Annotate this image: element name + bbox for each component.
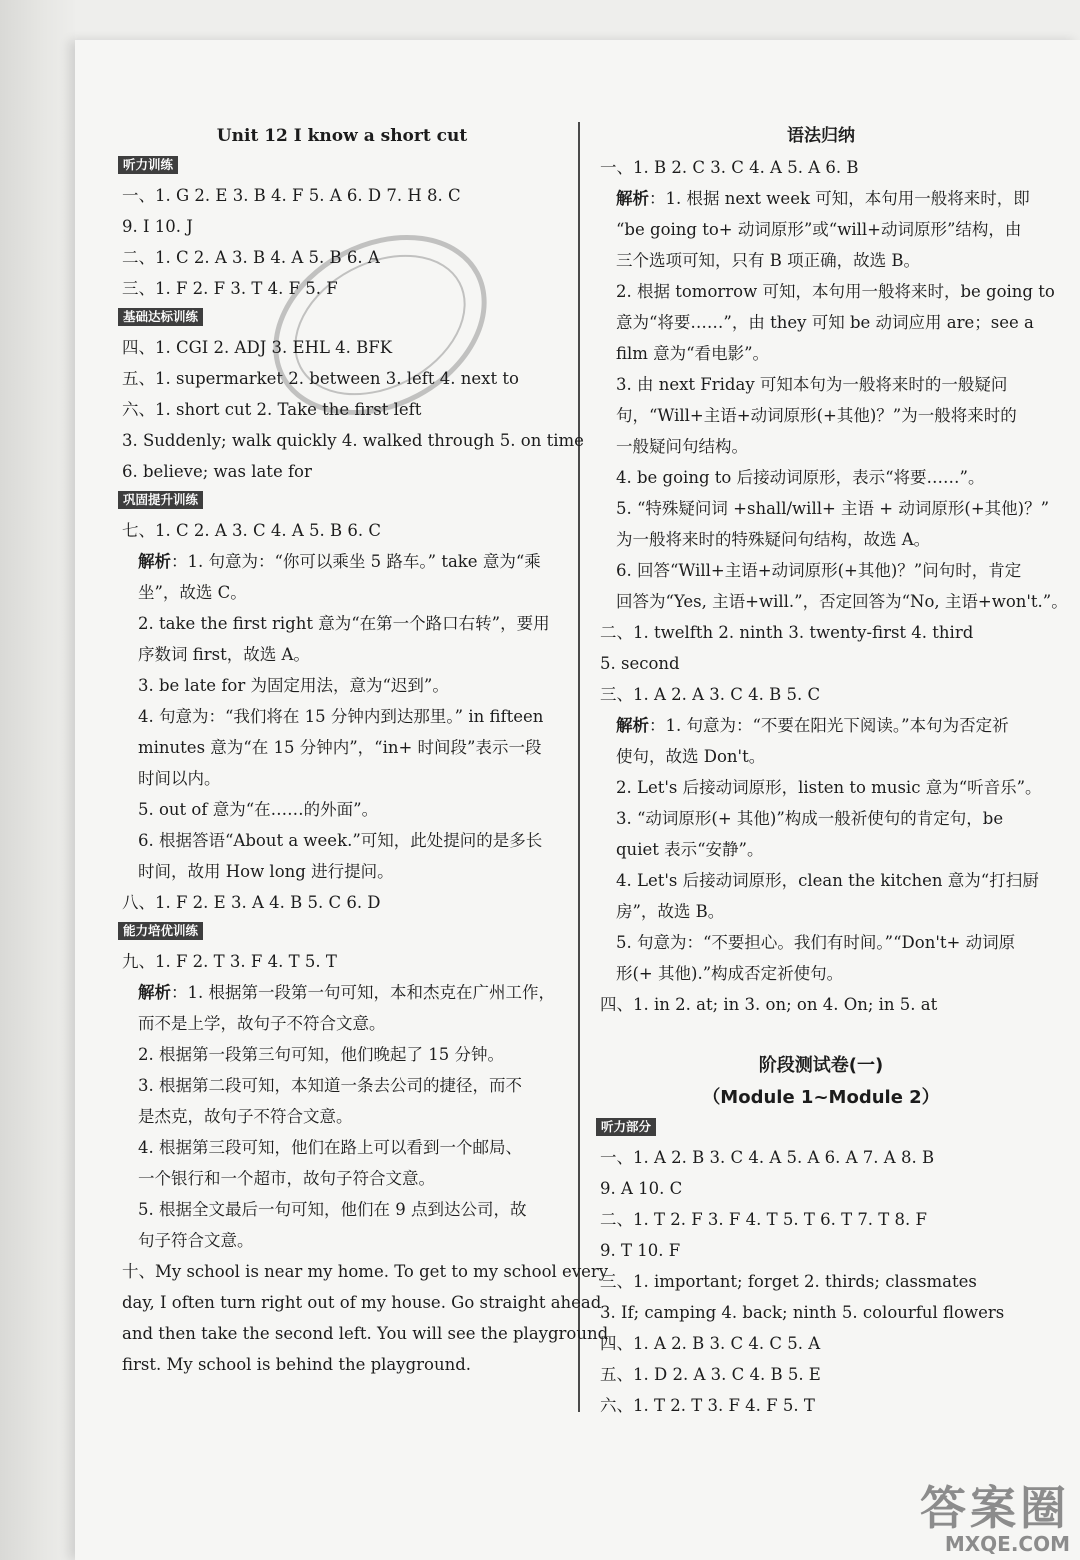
watermark-logo: [920, 1472, 1070, 1556]
answer-line: 六、1. short cut 2. Take the first left: [122, 400, 422, 419]
answer-line: 使句，故选 Don't。: [616, 747, 766, 766]
answer-line: 9. I 10. J: [122, 217, 193, 236]
answer-line: 2. Let's 后接动词原形，listen to music 意为“听音乐”。: [616, 778, 1042, 797]
answer-line: 四、1. in 2. at; in 3. on; on 4. On; in 5. at: [600, 995, 938, 1014]
grammar-title: 语法归纳: [787, 126, 855, 146]
answer-line: 3. 由 next Friday 可知本句为一般将来时的一般疑问: [616, 375, 1008, 394]
answer-line: 一、1. A 2. B 3. C 4. A 5. A 6. A 7. A 8. B: [600, 1148, 935, 1167]
answer-line: 2. 根据第一段第三句可知，他们晚起了 15 分钟。: [138, 1045, 504, 1064]
answer-line: 解析：1. 句意为：“不要在阳光下阅读。”本句为否定祈: [616, 716, 1009, 735]
answer-line: 9. T 10. F: [600, 1241, 681, 1260]
answer-line: 是杰克，故句子不符合文意。: [138, 1107, 353, 1126]
answer-line: first. My school is behind the playground.: [122, 1355, 472, 1374]
answer-line: 4. be going to 后接动词原形，表示“将要……”。: [616, 468, 985, 487]
answer-line: 句子符合文意。: [138, 1231, 254, 1250]
answer-line: 3. be late for 为固定用法，意为“迟到”。: [138, 676, 449, 695]
answer-line: 一个银行和一个超市，故句子符合文意。: [138, 1169, 435, 1188]
answer-line: 3. Suddenly; walk quickly 4. walked through 5. on time: [122, 431, 584, 450]
answer-line: 2. 根据 tomorrow 可知，本句用一般将来时，be going to: [616, 282, 1055, 301]
answer-line: 六、1. T 2. T 3. F 4. F 5. T: [600, 1396, 815, 1415]
column-divider: [578, 122, 580, 1412]
answer-line: 解析：1. 根据第一段第一句可知，本和杰克在广州工作，: [138, 983, 555, 1002]
answer-line: 意为“将要……”，由 they 可知 be 动词应用 are；see a: [616, 313, 1034, 332]
answer-line: 形(+ 其他).”构成否定祈使句。: [616, 964, 844, 983]
left-column: [118, 120, 609, 1380]
answer-line: 四、1. A 2. B 3. C 4. C 5. A: [600, 1334, 821, 1353]
answer-line: minutes 意为“在 15 分钟内”，“in+ 时间段”表示一段: [138, 738, 542, 757]
test-title: 阶段测试卷(一): [758, 1055, 884, 1076]
answer-line: 九、1. F 2. T 3. F 4. T 5. T: [122, 952, 337, 971]
answer-line: 一、1. G 2. E 3. B 4. F 5. A 6. D 7. H 8. C: [122, 186, 461, 205]
answer-line: 时间，故用 How long 进行提问。: [138, 862, 394, 881]
answer-line: 一般疑问句结构。: [616, 437, 748, 456]
answer-line: 9. A 10. C: [600, 1179, 683, 1198]
answer-line: 3. “动词原形(+ 其他)”构成一般祈使句的肯定句，be: [616, 809, 1004, 828]
answer-line: and then take the second left. You will see the playground: [122, 1324, 609, 1343]
section-tag-listening: 听力训练: [118, 156, 178, 174]
answer-line: 解析：1. 根据 next week 可知，本句用一般将来时，即: [616, 189, 1030, 208]
test-subtitle: （Module 1~Module 2）: [702, 1087, 940, 1108]
answer-line: day, I often turn right out of my house. Go straight ahead: [122, 1293, 602, 1312]
page-binding-shadow: [0, 0, 75, 1560]
answer-line: 5. out of 意为“在……的外面”。: [138, 800, 379, 819]
answer-line: 五、1. supermarket 2. between 3. left 4. next to: [122, 369, 519, 388]
answer-line: 解析：1. 句意为：“你可以乘坐 5 路车。” take 意为“乘: [138, 552, 541, 571]
answer-line: 序数词 first，故选 A。: [138, 645, 310, 664]
answer-line: 5. 句意为：“不要担心。我们有时间。”“Don't+ 动词原: [616, 933, 1016, 952]
watermark-text: 答案圈: [920, 1481, 1070, 1535]
answer-line: 句，“Will+主语+动词原形(+其他)？”为一般将来时的: [616, 406, 1017, 425]
answer-line: 4. 句意为：“我们将在 15 分钟内到达那里。” in fifteen: [138, 707, 544, 726]
answer-line: 十、My school is near my home. To get to my school every: [122, 1262, 609, 1281]
answer-line: 5. “特殊疑问词 +shall/will+ 主语 + 动词原形(+其他)？”: [616, 499, 1050, 518]
answer-line: 三、1. important; forget 2. thirds; classmates: [600, 1272, 977, 1291]
answer-line: 而不是上学，故句子不符合文意。: [138, 1014, 386, 1033]
answer-line: 二、1. T 2. F 3. F 4. T 5. T 6. T 7. T 8. F: [600, 1210, 927, 1229]
answer-line: 5. 根据全文最后一句可知，他们在 9 点到达公司，故: [138, 1200, 527, 1219]
answer-line: 2. take the first right 意为“在第一个路口右转”，要用: [138, 614, 550, 633]
answer-line: 5. second: [600, 654, 680, 673]
answer-line: film 意为“看电影”。: [616, 344, 770, 363]
answer-line: 6. believe; was late for: [122, 462, 312, 481]
unit-title: Unit 12 I know a short cut: [216, 126, 468, 146]
watermark-url: MXQE.COM: [944, 1532, 1070, 1556]
answer-line: 三、1. A 2. A 3. C 4. B 5. C: [600, 685, 821, 704]
answer-line: quiet 表示“安静”。: [616, 840, 764, 859]
answer-line: 七、1. C 2. A 3. C 4. A 5. B 6. C: [122, 521, 381, 540]
answer-line: 6. 根据答语“About a week.”可知，此处提问的是多长: [138, 831, 543, 850]
answer-line: 一、1. B 2. C 3. C 4. A 5. A 6. B: [600, 158, 859, 177]
answer-line: 房”，故选 B。: [616, 902, 725, 921]
section-tag-listening-part: 听力部分: [596, 1118, 656, 1136]
answer-line: 八、1. F 2. E 3. A 4. B 5. C 6. D: [122, 893, 381, 912]
answer-line: 时间以内。: [138, 769, 221, 788]
answer-line: 二、1. twelfth 2. ninth 3. twenty-first 4. third: [600, 623, 974, 642]
right-column: [596, 120, 1068, 1421]
answer-line: 回答为“Yes, 主语+will.”，否定回答为“No, 主语+won't.”。: [616, 592, 1068, 611]
answer-line: 6. 回答“Will+主语+动词原形(+其他)？”问句时，肯定: [616, 561, 1022, 580]
answer-line: 3. 根据第二段可知，本知道一条去公司的捷径，而不: [138, 1076, 522, 1095]
answer-line: 为一般将来时的特殊疑问句结构，故选 A。: [616, 530, 931, 549]
answer-line: 五、1. D 2. A 3. C 4. B 5. E: [600, 1365, 821, 1384]
section-tag-ability: 能力培优训练: [118, 922, 203, 940]
answer-line: 三、1. F 2. F 3. T 4. F 5. F: [122, 279, 338, 298]
answer-line: 坐”，故选 C。: [138, 583, 247, 602]
section-tag-basic: 基础达标训练: [118, 308, 203, 326]
answer-line: “be going to+ 动词原形”或“will+动词原形”结构，由: [616, 220, 1022, 239]
answer-line: 4. 根据第三段可知，他们在路上可以看到一个邮局、: [138, 1138, 522, 1157]
answer-line: 3. If; camping 4. back; ninth 5. colourful flowers: [600, 1303, 1005, 1322]
section-tag-consolidate: 巩固提升训练: [118, 491, 203, 509]
answer-line: 二、1. C 2. A 3. B 4. A 5. B 6. A: [122, 248, 380, 267]
answer-line: 4. Let's 后接动词原形，clean the kitchen 意为“打扫厨: [616, 871, 1039, 890]
answer-line: 三个选项可知，只有 B 项正确，故选 B。: [616, 251, 920, 270]
answer-line: 四、1. CGI 2. ADJ 3. EHL 4. BFK: [122, 338, 393, 357]
